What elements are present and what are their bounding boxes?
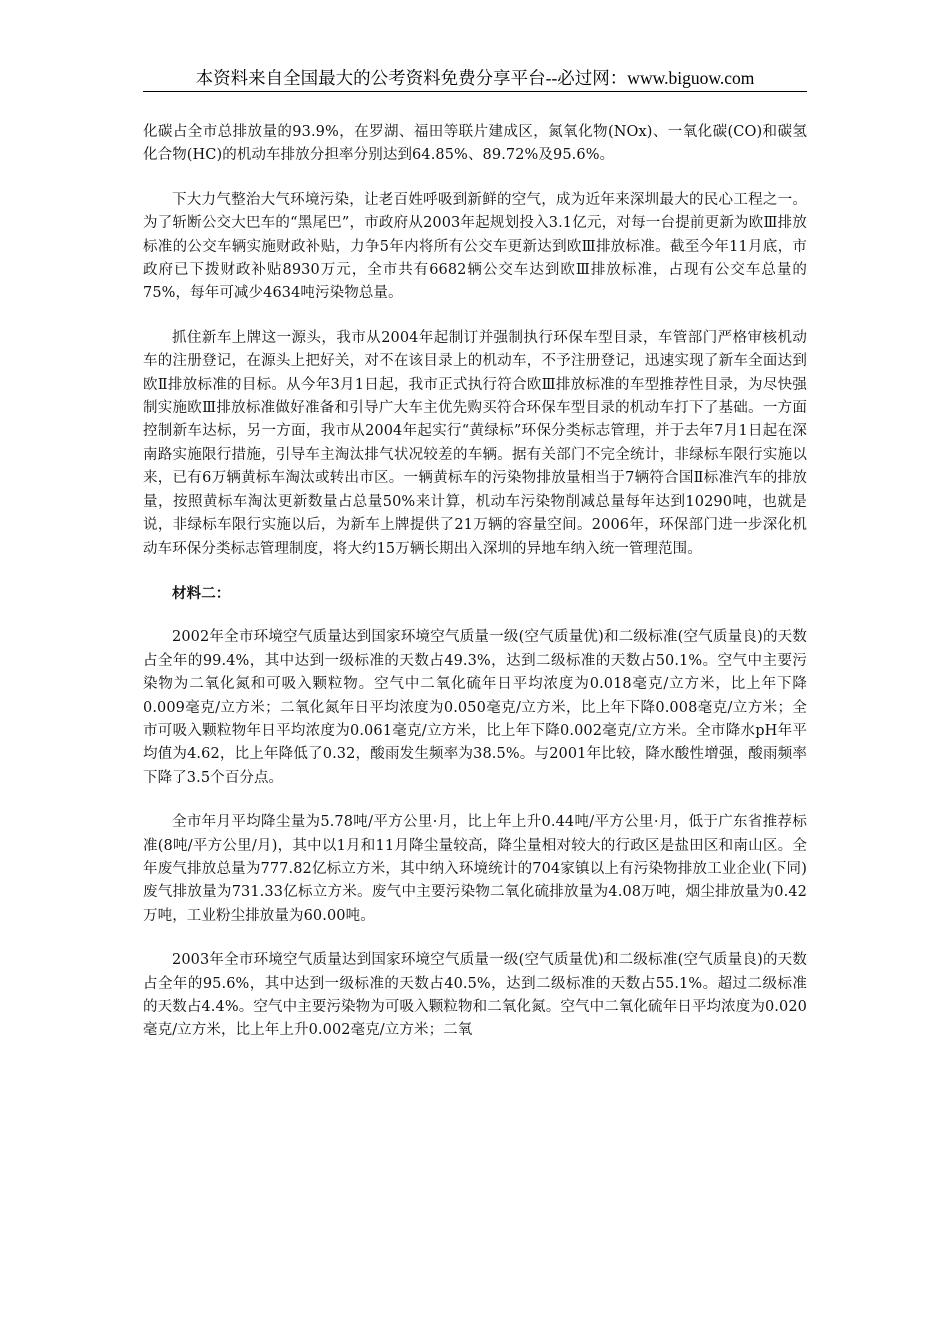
paragraph-4: 2002年全市环境空气质量达到国家环境空气质量一级(空气质量优)和二级标准(空气质量良)的天数占全年的99.4%，其中达到一级标准的天数占49.3%，达到二级标准的天数占50.1%。空气中主要污染物为二氧化氮和可吸入颗粒物。空气中二氧化硫年日平均浓度为0.018毫克/立方米，比上年下降0.009毫克/立方米；二氧化氮年日平均浓度为0.050毫克/立方米，比上年下降0.008毫克/立方米；全市可吸入颗粒物年日平均浓度为0.061毫克/立方米，比上年下降0.002毫克/立方米。全市降水pH年平均值为4.62，比上年降低了0.32，酸雨发生频率为38.5%。与2001年比较，降水酸性增强，酸雨频率下降了3.5个百分点。: [143, 629, 807, 786]
page-header-title: 本资料来自全国最大的公考资料免费分享平台--必过网：www.biguow.com: [195, 68, 755, 88]
paragraph-6: 2003年全市环境空气质量达到国家环境空气质量一级(空气质量优)和二级标准(空气质量良)的天数占全年的95.6%，其中达到一级标准的天数占40.5%，达到二级标准的天数占55.1%。超过二级标准的天数占4.4%。空气中主要污染物为可吸入颗粒物和二氧化氮。空气中二氧化硫年日平均浓度为0.020毫克/立方米，比上年上升0.002毫克/立方米；二氧: [143, 952, 807, 1039]
header-divider: [143, 91, 807, 92]
document-body: [143, 121, 807, 1043]
paragraph-1: 化碳占全市总排放量的93.9%，在罗湖、福田等联片建成区，氮氧化物(NOx)、一氧化碳(CO)和碳氢化合物(HC)的机动车排放分担率分别达到64.85%、89.72%及95.6%。: [143, 124, 807, 164]
paragraph-5: 全市年月平均降尘量为5.78吨/平方公里·月，比上年上升0.44吨/平方公里·月，低于广东省推荐标准(8吨/平方公里/月)，其中以1月和11月降尘量较高，降尘量相对较大的行政区是盐田区和南山区。全年废气排放总量为777.82亿标立方米，其中纳入环境统计的704家镇以上有污染物排放工业企业(下同)废气排放量为731.33亿标立方米。废气中主要污染物二氧化硫排放量为4.08万吨，烟尘排放量为0.42万吨，工业粉尘排放量为60.00吨。: [143, 814, 807, 924]
paragraph-2: 下大力气整治大气环境污染，让老百姓呼吸到新鲜的空气，成为近年来深圳最大的民心工程之一。为了斩断公交大巴车的“黑尾巴”，市政府从2003年起规划投入3.1亿元，对每一台提前更新为欧Ⅲ排放标准的公交车辆实施财政补贴，力争5年内将所有公交车更新达到欧Ⅲ排放标准。截至今年11月底，市政府已下拨财政补贴8930万元，全市共有6682辆公交车达到欧Ⅲ排放标准，占现有公交车总量的75%，每年可减少4634吨污染物总量。: [143, 191, 807, 302]
paragraph-3: 抓住新车上牌这一源头，我市从2004年起制订并强制执行环保车型目录，车管部门严格审核机动车的注册登记，在源头上把好关，对不在该目录上的机动车，不予注册登记，迅速实现了新车全面达到欧Ⅱ排放标准的目标。从今年3月1日起，我市正式执行符合欧Ⅲ排放标准的车型推荐性目录，为尽快强制实施欧Ⅲ排放标准做好准备和引导广大车主优先购买符合环保车型目录的机动车打下了基础。一方面控制新车达标，另一方面，我市从2004年起实行“黄绿标”环保分类标志管理，并于去年7月1日起在深南路实施限行措施，引导车主淘汰排气状况较差的车辆。据有关部门不完全统计，非绿标车限行实施以来，已有6万辆黄标车淘汰或转出市区。一辆黄标车的污染物排放量相当于7辆符合国Ⅱ标准汽车的排放量，按照黄标车淘汰更新数量占总量50%来计算，机动车污染物削减总量每年达到10290吨，也就是说，非绿标车限行实施以后，为新车上牌提供了21万辆的容量空间。2006年，环保部门进一步深化机动车环保分类标志管理制度，将大约15万辆长期出入深圳的异地车纳入统一管理范围。: [143, 329, 807, 557]
section-heading-material-two: 材料二：: [172, 584, 231, 602]
